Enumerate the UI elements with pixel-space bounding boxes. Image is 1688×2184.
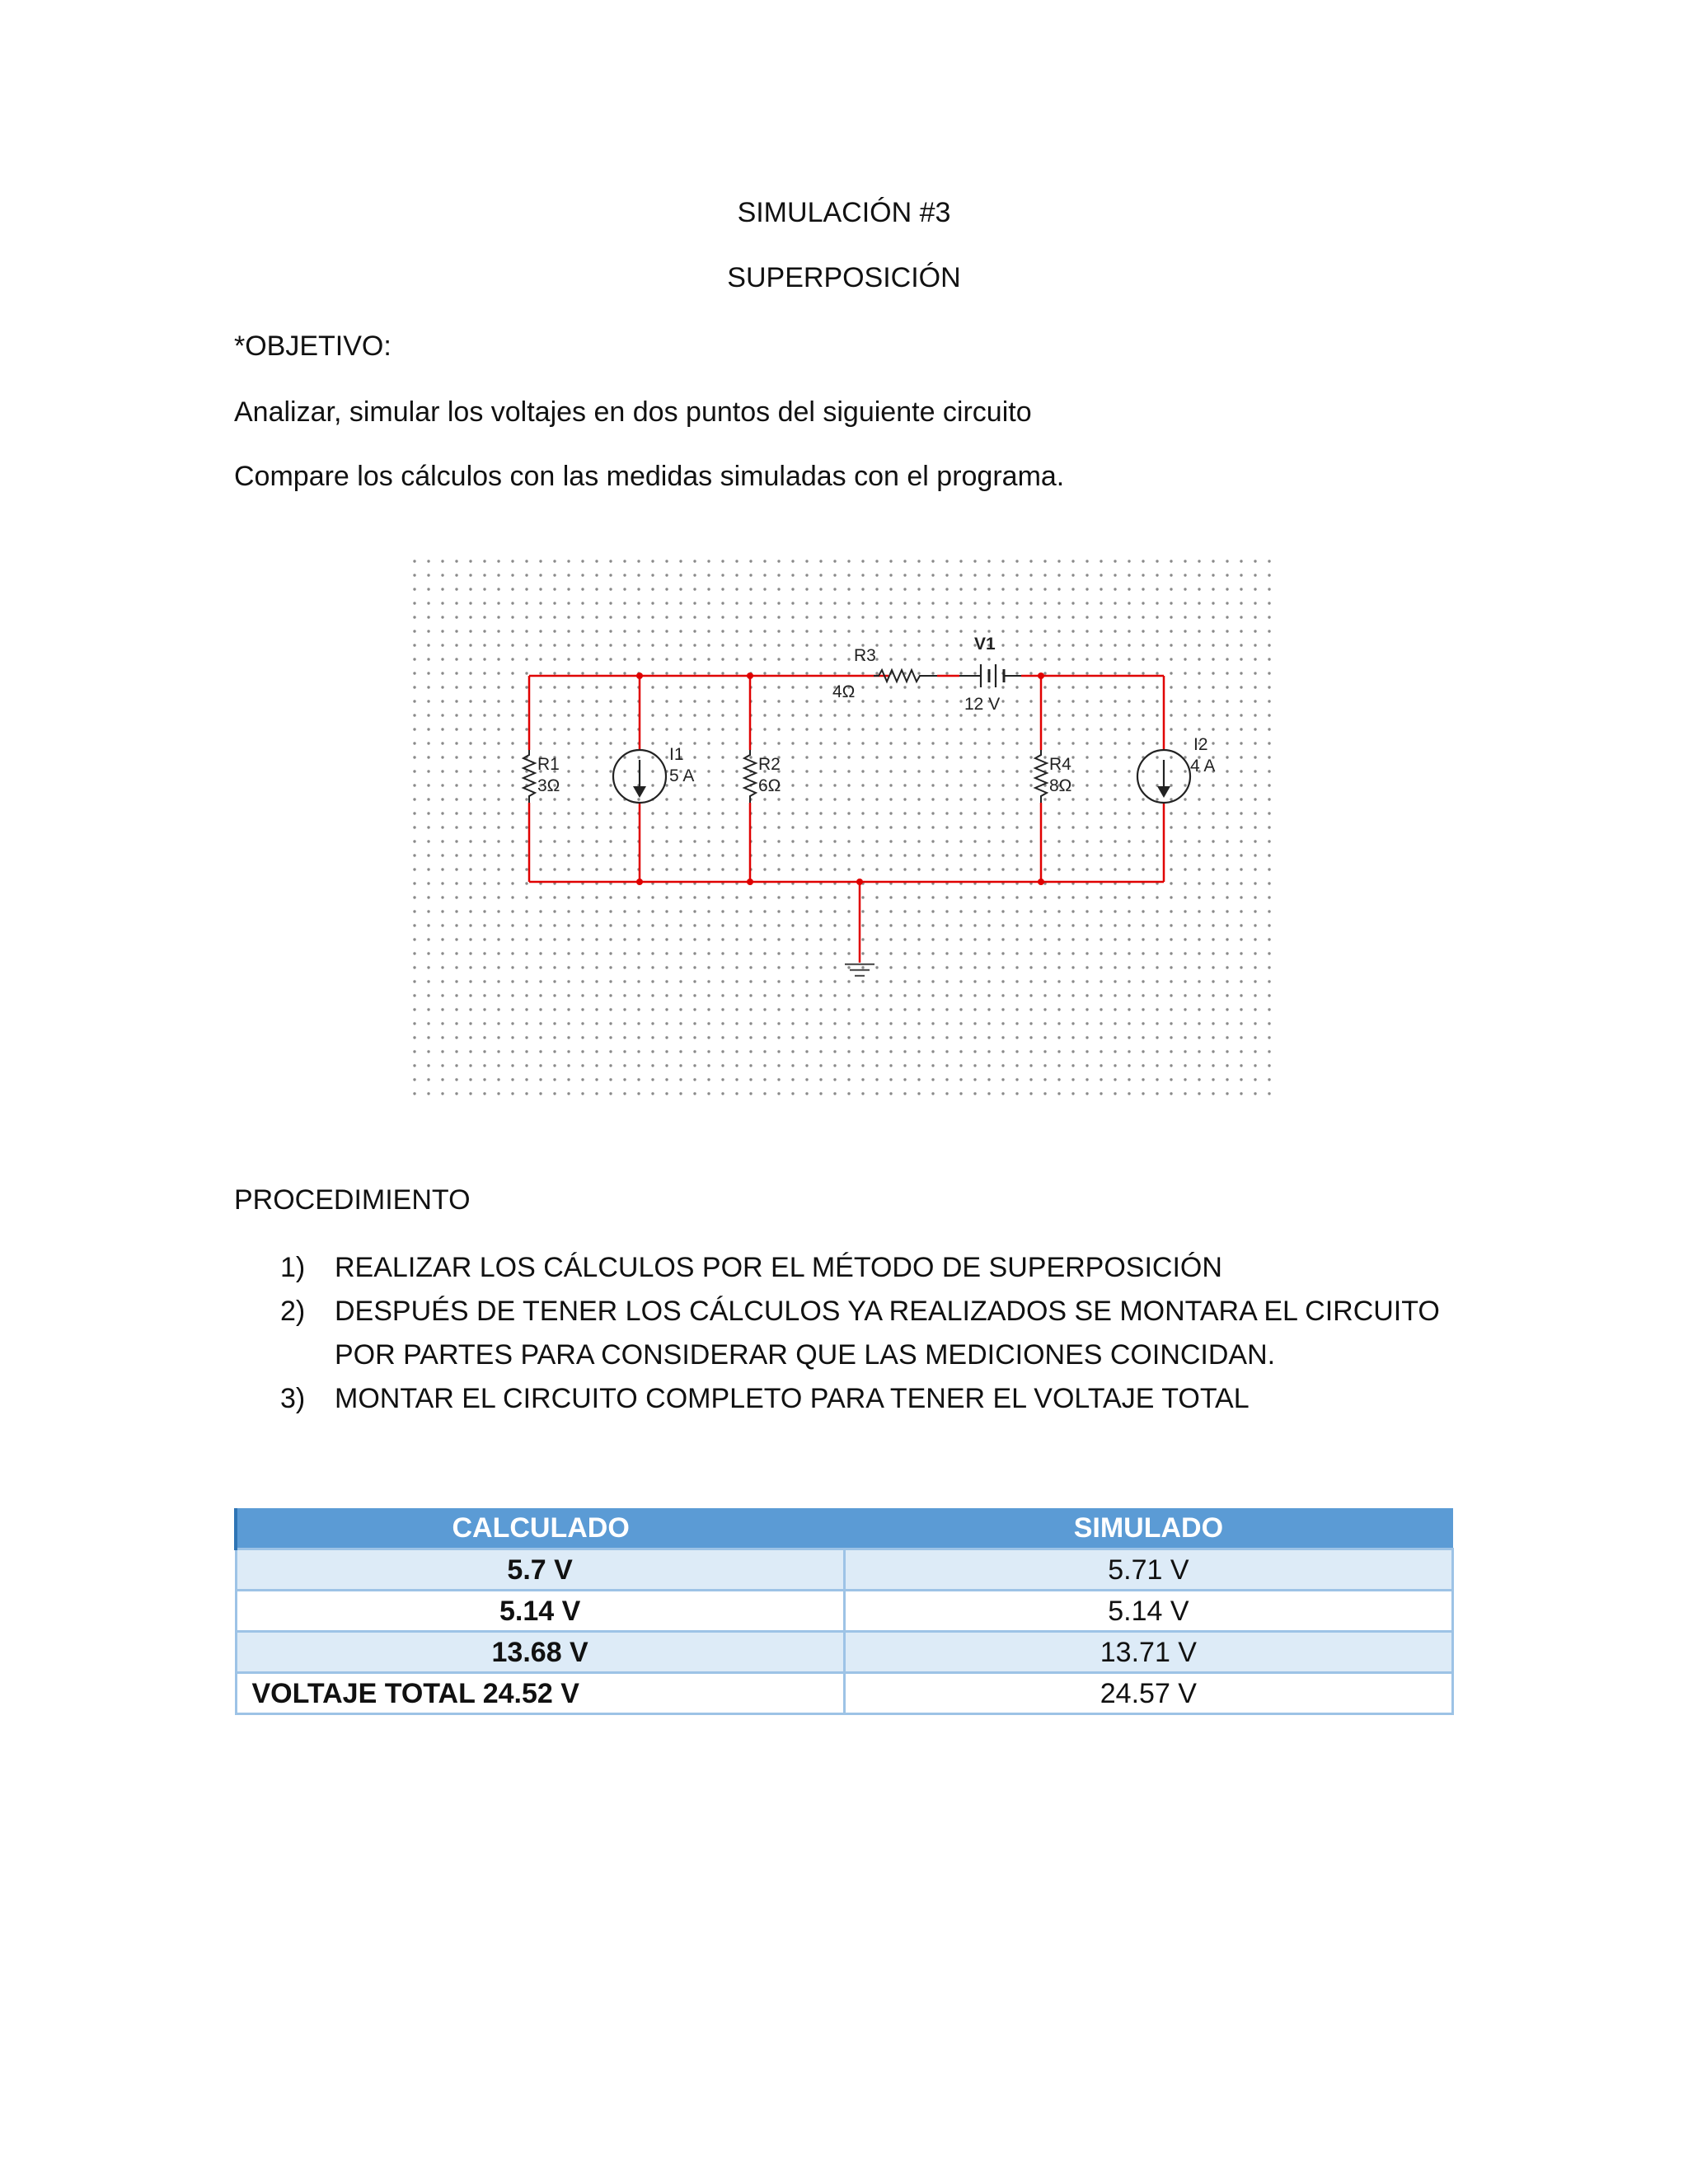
- i2-value: 4 A: [1190, 757, 1216, 776]
- procedure-item-text: DESPUÉS DE TENER LOS CÁLCULOS YA REALIZADOS SE MONTARA EL CIRCUITO POR PARTES PARA CONSIDERAR QUE LAS MEDICIONES COINCIDAN.: [335, 1296, 1440, 1371]
- simulated-cell: 5.71 V: [844, 1549, 1452, 1591]
- table-row: [236, 1632, 1453, 1673]
- i2-label: I2: [1193, 735, 1208, 754]
- r2-value: 6Ω: [758, 776, 781, 795]
- r1-label: R1: [537, 755, 560, 774]
- r3-value: 4Ω: [832, 682, 856, 701]
- procedure-item-number: 3): [280, 1383, 306, 1414]
- results-table: [234, 1508, 1454, 1715]
- procedure-item-number: 2): [280, 1296, 306, 1327]
- v1-value: 12 V: [964, 695, 1001, 714]
- r3-label: R3: [854, 646, 876, 665]
- header-calculado: CALCULADO: [236, 1508, 844, 1549]
- objective-line-1: Analizar, simular los voltajes en dos puntos del siguiente circuito: [234, 396, 1032, 428]
- procedure-item-text: REALIZAR LOS CÁLCULOS POR EL MÉTODO DE SUPERPOSICIÓN: [335, 1252, 1222, 1283]
- r2-label: R2: [758, 755, 781, 774]
- schematic-grid: [412, 559, 1279, 1096]
- simulated-cell: 5.14 V: [844, 1591, 1452, 1632]
- r4-label: R4: [1049, 755, 1071, 774]
- calculated-cell: 5.14 V: [236, 1591, 844, 1632]
- objective-heading: *OBJETIVO:: [234, 330, 392, 362]
- r4-value: 8Ω: [1049, 776, 1072, 795]
- total-simulated-cell: 24.57 V: [844, 1673, 1452, 1714]
- table-row: [236, 1549, 1453, 1591]
- simulated-cell: 13.71 V: [844, 1632, 1452, 1673]
- table-row: [236, 1673, 1453, 1714]
- procedure-item-number: 1): [280, 1252, 306, 1283]
- procedure-item-text: MONTAR EL CIRCUITO COMPLETO PARA TENER EL VOLTAJE TOTAL: [335, 1383, 1250, 1414]
- procedure-heading: PROCEDIMIENTO: [234, 1184, 471, 1216]
- i1-label: I1: [669, 745, 684, 764]
- procedure-item: [280, 1290, 1467, 1377]
- i1-value: 5 A: [669, 766, 695, 785]
- table-row: [236, 1591, 1453, 1632]
- objective-line-2: Compare los cálculos con las medidas simuladas con el programa.: [234, 461, 1065, 492]
- calculated-cell: 5.7 V: [236, 1549, 844, 1591]
- procedure-list: [280, 1246, 1467, 1421]
- document-subtitle: SUPERPOSICIÓN: [727, 262, 961, 293]
- table-header-row: [236, 1508, 1453, 1549]
- procedure-item: [280, 1377, 1467, 1421]
- procedure-item: [280, 1246, 1467, 1290]
- total-calculated-cell: VOLTAJE TOTAL 24.52 V: [236, 1673, 844, 1714]
- circuit-schematic: [412, 559, 1279, 1096]
- v1-label: V1: [974, 635, 996, 654]
- calculated-cell: 13.68 V: [236, 1632, 844, 1673]
- header-simulado: SIMULADO: [844, 1508, 1452, 1549]
- r1-value: 3Ω: [537, 776, 560, 795]
- document-title: SIMULACIÓN #3: [737, 197, 951, 228]
